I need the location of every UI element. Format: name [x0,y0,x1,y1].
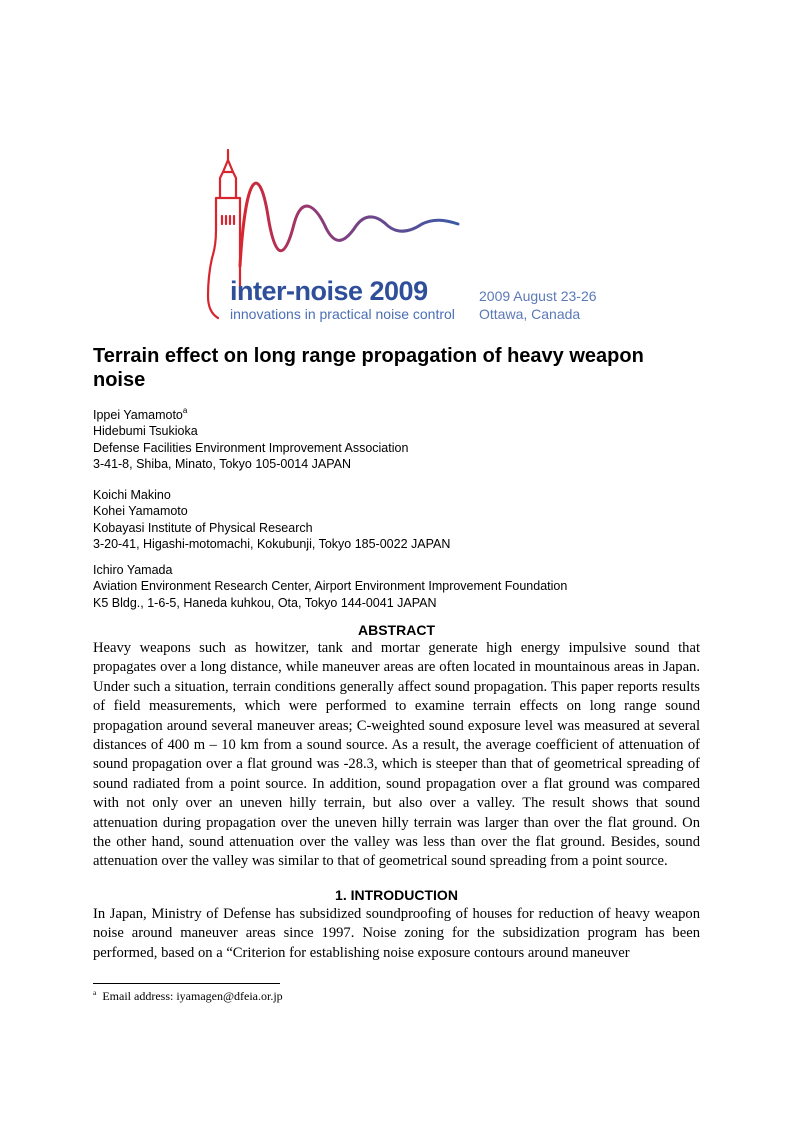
conference-location: Ottawa, Canada [479,306,581,322]
sound-wave-icon [240,183,458,266]
address: 3-41-8, Shiba, Minato, Tokyo 105-0014 JAPAN [93,456,352,471]
affiliation-block [93,562,567,611]
author-name: Kohei Yamamoto [93,504,188,519]
institution: Defense Facilities Environment Improvement Association [93,440,409,455]
logo-name: inter-noise 2009 [230,276,428,306]
author-name: Ippei Yamamoto$^a$ [93,406,188,422]
paper-title: Terrain effect on long range propagation of heavy weapon noise [93,345,644,391]
author-name: Hidebumi Tsukioka [93,424,198,439]
introduction-text: In Japan, Ministry of Defense has subsidized soundproofing of houses for reduction of heavy weapon noise around maneuver areas since 1997. Noise zoning for the subsidization program has been performed, based on a “Criterion for establishing noise exposure contours around maneuver [93,906,700,961]
introduction-heading: 1. INTRODUCTION [335,887,458,903]
author-name: Koichi Makino [93,488,171,502]
institution: Aviation Environment Research Center, Airport Environment Improvement Foundation [93,579,568,594]
author-name: Ichiro Yamada [93,563,173,577]
conference-date: 2009 August 23-26 [479,288,597,304]
abstract-text: Heavy weapons such as howitzer, tank and mortar generate high energy impulsive sound that propagates over a long distance, while maneuver areas are often located in mountainous areas in Japan. Under such a situation, terrain conditions generally affect sound propagation. This paper reports results of field measurements, which were performed to examine terrain effects on long range sound propagation around several maneuver areas; C-weighted sound exposure level was measured at several distances of 400 m – 10 km from a sound source. As a result, the average coefficient of attenuation of sound propagation over a flat ground was -28.3, which is steeper than that of geometrical spreading of sound radiated from a point source. In addition, sound propagation over a flat ground was compared with not only over an uneven hilly terrain, but also over a valley. The result shows that sound attenuation during propagation over the uneven hilly terrain was larger than over the flat ground. On the other hand, sound attenuation over the valley was less than over the flat ground. Besides, sound attenuation over the valley was similar to that of geometrical sound spreading from a point source. [93,640,700,870]
footnote [93,989,283,1004]
footnote-divider [93,983,280,984]
footnote-marker: a [182,406,188,415]
address: 3-20-41, Higashi-motomachi, Kokubunji, Tokyo 185-0022 JAPAN [93,536,451,551]
abstract-heading: ABSTRACT [358,622,435,638]
institution: Kobayasi Institute of Physical Research [93,520,313,535]
footnote-marker: a [93,988,97,997]
footnote-text: Email address: iyamagen@dfeia.or.jp [102,989,283,1003]
affiliation-block [93,487,450,552]
conference-logo [196,146,606,326]
address: K5 Bldg., 1-6-5, Haneda kuhkou, Ota, Tokyo 144-0041 JAPAN [93,595,437,610]
logo-tagline: innovations in practical noise control [230,306,455,322]
affiliation-block [93,407,408,472]
